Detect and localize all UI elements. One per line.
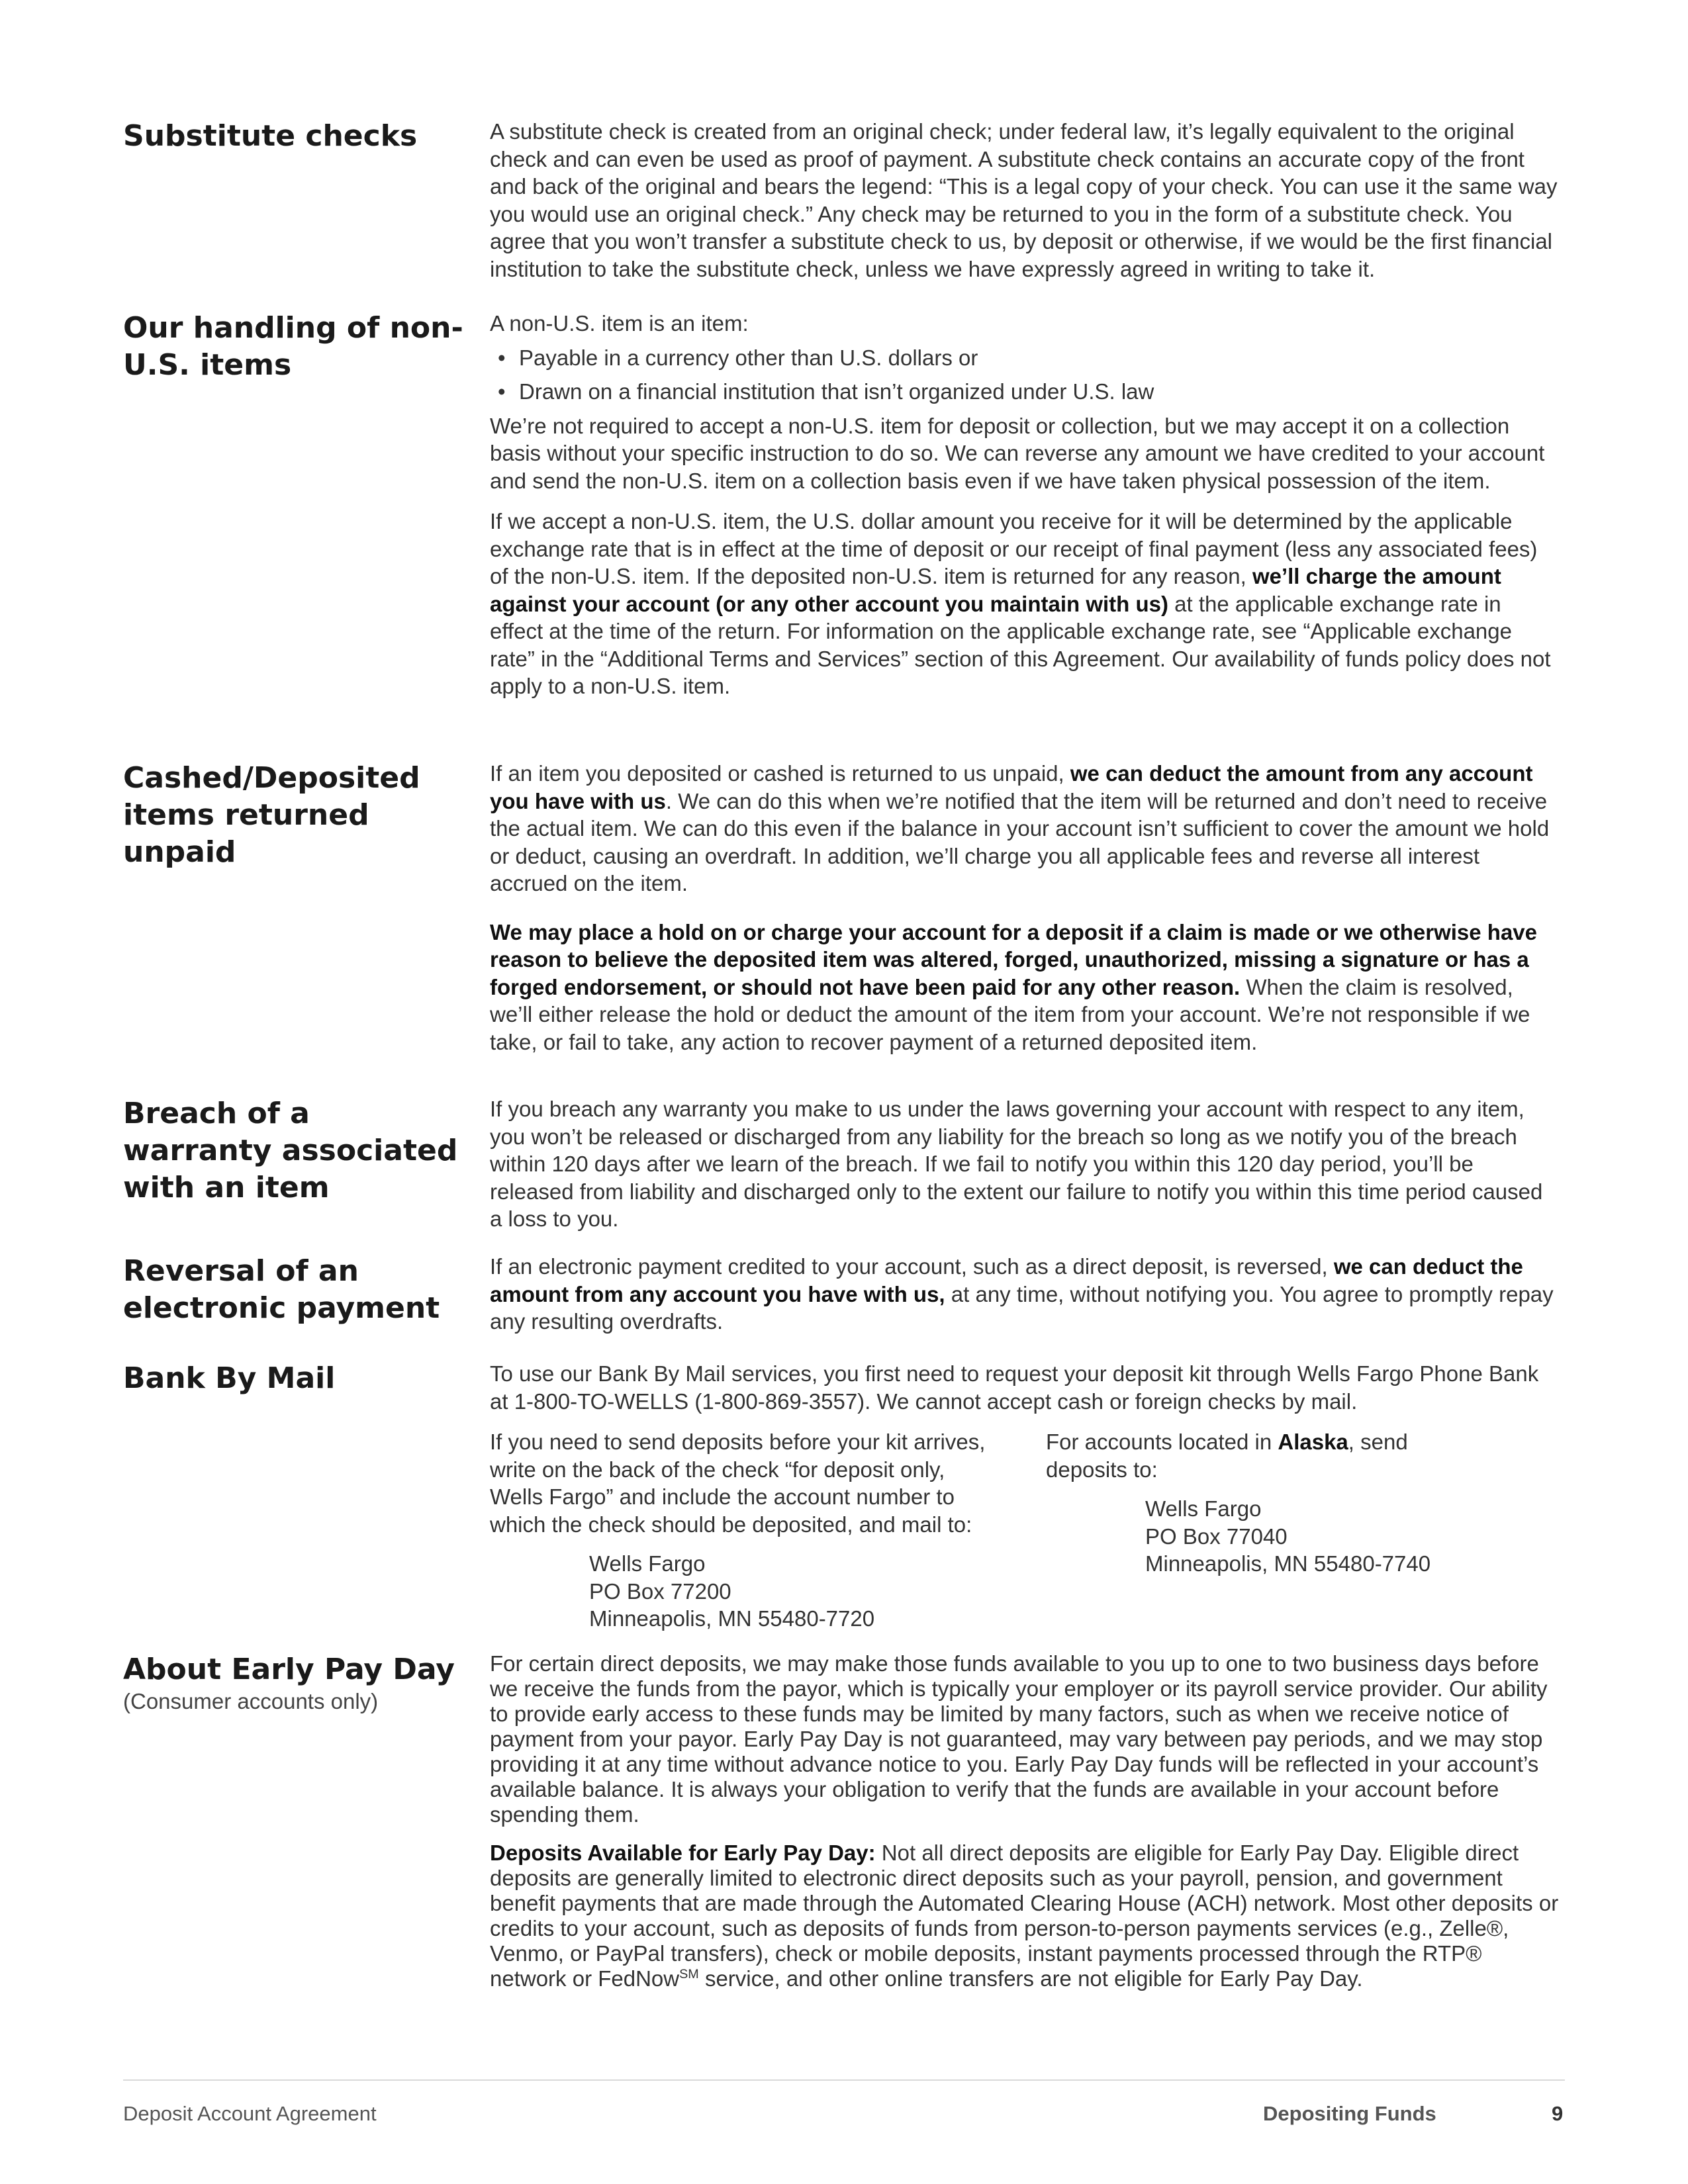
bullet-list (490, 344, 1559, 406)
paragraph: For certain direct deposits, we may make those funds available to you up to one to two business days before we receive the funds from the payor, which is typically your employer or its payroll service provider. Our ability to provide early access to these funds may be limited by many factors, such as when we receive notice of payment from your payor. Early Pay Day is not guaranteed, may vary between pay periods, and we may stop providing it at any time without advance notice to you. Early Pay Day funds will be reflected in your account’s available balance. It is always your obligation to verify that the funds are available in your account before spending them. (490, 1651, 1548, 1827)
list-item: • Payable in a currency other than U.S. dollars or (490, 344, 1559, 372)
bold-text: Deposits Available for Early Pay Day: (490, 1841, 876, 1865)
paragraph: A non-U.S. item is an item: (490, 311, 749, 336)
mail-column-right (1046, 1428, 1559, 1633)
paragraph: A substitute check is created from an original check; under federal law, it’s legally equivalent to the original check and can even be used as proof of payment. A substitute check contains an accurate copy of the front and back of the original and bears the legend: “This is a legal copy of your check. You can use it the same way you would use an original check.” Any check may be returned to you in the form of a substitute check. You agree that you won’t transfer a substitute check to us, by deposit or otherwise, if we would be the first financial institution to take the substitute check, unless we have expressly agreed in writing to take it. (490, 119, 1558, 281)
text-run: If an item you deposited or cashed is returned to us unpaid, (490, 761, 1070, 786)
list-item: • Drawn on a financial institution that isn’t organized under U.S. law (490, 378, 1559, 406)
bold-text: we’ll charge the amount against your account (or any other account you maintain with us) (490, 564, 1501, 616)
paragraph: If you need to send deposits before your kit arrives, write on the back of the check “for deposit only, Wells Fargo” and include the account number to which the check should be deposited, and mail to: (490, 1430, 986, 1537)
address-line: Wells Fargo (1145, 1496, 1262, 1521)
footer-document-title: Deposit Account Agreement (123, 2102, 377, 2125)
mail-columns (490, 1428, 1559, 1633)
section-heading: Cashed/Deposited items returned unpaid (123, 761, 420, 869)
paragraph: If you breach any warranty you make to us under the laws governing your account with respect to any item, you won’t be released or discharged from any liability for the breach so long as we notify you of the breach within 120 days after we learn of the breach. If we fail to notify you within this 120 day period, you’ll be released from liability and discharged only to the extent our failure to notify you within this time period caused a loss to you. (490, 1097, 1543, 1231)
text-run: , send deposits to: (1046, 1430, 1408, 1482)
heading-text: About Early Pay Day (123, 1653, 455, 1686)
section-body (490, 760, 1559, 1069)
bold-text: We may place a hold on or charge your account for a deposit if a claim is made or we otherwise have reason to believe the deposited item was altered, forged, unauthorized, missing a signature or has a forged endorsement, or should not have been paid for any other reason. (490, 919, 1538, 999)
section-subheading: (Consumer accounts only) (123, 1689, 379, 1713)
text-run: service, and other online transfers are not eligible for Early Pay Day. (698, 1966, 1363, 1991)
section-heading: Our handling of non-U.S. items (123, 311, 463, 382)
paragraph (490, 919, 1559, 1056)
section-heading: Reversal of an electronic payment (123, 1254, 440, 1325)
text-run: If an electronic payment credited to your account, such as a direct deposit, is reversed, (490, 1254, 1334, 1279)
section-heading (123, 1651, 467, 1715)
paragraph (490, 760, 1559, 897)
mail-column-left (490, 1428, 1046, 1633)
text-run: When the claim is resolved, we’ll either release the hold or deduct the amount of the item from your account. We’re not responsible if we take, or fail to take, any action to recover payment of a returned deposited item. (490, 974, 1530, 1054)
text-run: at the applicable exchange rate in effect at the time of the return. For information on the applicable exchange rate, see “Applicable exchange rate” in the “Additional Terms and Services” section of this Agreement. Our availability of funds policy does not apply to a non-U.S. item. (490, 591, 1551, 698)
bold-text: Alaska (1278, 1430, 1348, 1454)
section-body (490, 1360, 1559, 1633)
section-body (490, 1651, 1559, 2005)
address-line: Minneapolis, MN 55480-7740 (1145, 1551, 1431, 1576)
paragraph (490, 508, 1559, 700)
paragraph (1046, 1428, 1456, 1483)
text-run: For accounts located in (1046, 1430, 1278, 1454)
mailing-address (589, 1550, 1046, 1633)
section-heading: Substitute checks (123, 119, 418, 153)
section-heading: Breach of a warranty associated with an item (123, 1097, 458, 1205)
text-run: at any time, without notifying you. You agree to promptly repay any resulting overdrafts. (490, 1281, 1554, 1334)
paragraph (490, 1841, 1559, 1991)
address-line: Minneapolis, MN 55480-7720 (589, 1606, 875, 1631)
service-mark: SM (679, 1967, 699, 1981)
address-line: PO Box 77040 (1145, 1524, 1288, 1549)
section-body (490, 310, 1559, 713)
bold-text: we can deduct the amount from any account you have with us, (490, 1254, 1523, 1306)
bold-text: we can deduct the amount from any account you have with us (490, 761, 1533, 813)
text-run: Not all direct deposits are eligible for Early Pay Day. Eligible direct deposits are generally limited to electronic direct deposits such as your payroll, pension, and government benefit payments that are made through the Automated Clearing House (ACH) network. Most other deposits or credits to your account, such as deposits of funds from person-to-person payments services (e.g., Zelle®, Venmo, or PayPal transfers), check or mobile deposits, instant payments processed through the RTP® network or FedNow (490, 1841, 1559, 1991)
page-number: 9 (1552, 2102, 1564, 2125)
paragraph (490, 1253, 1559, 1336)
section-body (490, 1253, 1559, 1349)
section-body (490, 118, 1559, 296)
address-line: PO Box 77200 (589, 1578, 731, 1604)
text-run: If we accept a non-U.S. item, the U.S. dollar amount you receive for it will be determined by the applicable exchange rate that is in effect at the time of deposit or our receipt of final payment (less any associated fees) of the non-U.S. item. If the deposited non-U.S. item is returned for any reason, (490, 509, 1538, 588)
section-body (490, 1095, 1559, 1246)
footer-section-title: Depositing Funds (1263, 2102, 1436, 2125)
footer-divider (123, 2079, 1565, 2081)
mailing-address (1145, 1495, 1559, 1578)
text-run: . We can do this when we’re notified that the item will be returned and don’t need to receive the actual item. We can do this even if the balance in your account isn’t sufficient to cover the amount we hold or deduct, causing an overdraft. In addition, we’ll charge you all applicable fees and reverse all interest accrued on the item. (490, 788, 1550, 895)
paragraph: We’re not required to accept a non-U.S. item for deposit or collection, but we may accept it on a collection basis without your specific instruction to do so. We can reverse any amount we have credited to your account and send the non-U.S. item on a collection basis even if we have taken physical possession of the item. (490, 413, 1545, 493)
section-heading: Bank By Mail (123, 1361, 336, 1395)
paragraph: To use our Bank By Mail services, you first need to request your deposit kit through Wells Fargo Phone Bank at 1-800-TO-WELLS (1-800-869-3557). We cannot accept cash or foreign checks by mail. (490, 1361, 1539, 1414)
address-line: Wells Fargo (589, 1551, 706, 1576)
